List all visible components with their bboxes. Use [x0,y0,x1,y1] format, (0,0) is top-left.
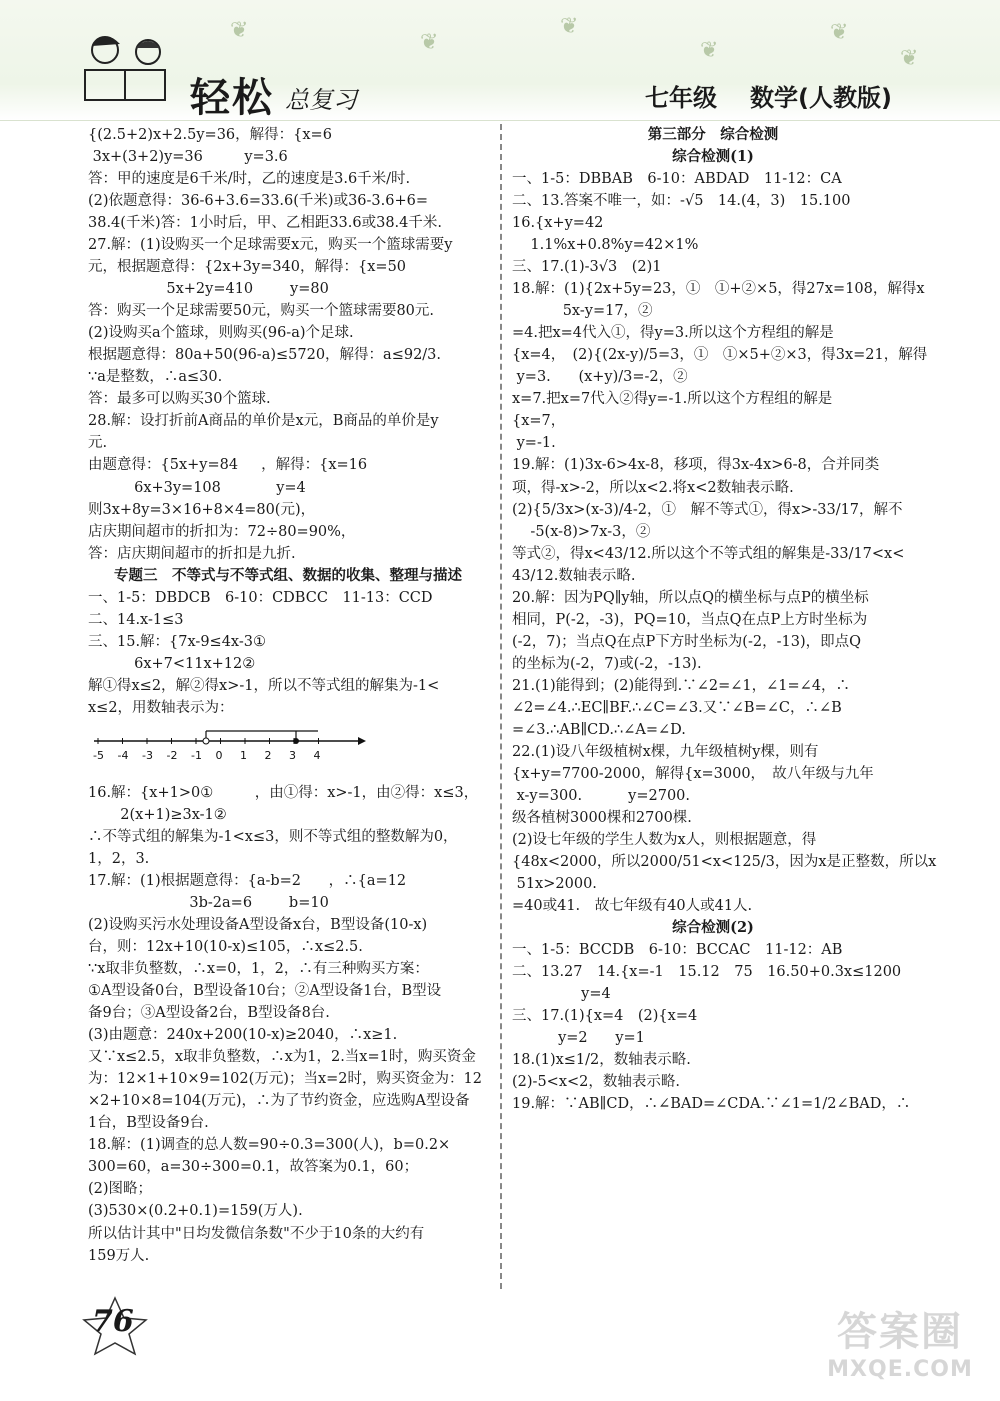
axis-tick-label: 2 [264,748,272,762]
text-line: 22.(1)设八年级植树x棵，九年级植树y棵，则有 [512,743,819,760]
subject-label: 数学(人教版) [750,84,892,112]
grade-label: 七年级 [645,84,717,112]
text-line: 51x>2000. [512,876,597,893]
text-line: 3b-2a=6 b=10 [88,895,329,912]
text-line: 元，根据题意得：{2x+3y=340，解得：{x=50 [88,259,407,276]
text-line: 27.解：(1)设购买一个足球需要x元，购买一个篮球需要y [88,237,453,254]
text-line: 由题意得：{5x+y=84 ，解得：{x=16 [88,457,368,474]
text-line: y=4 [512,986,611,1003]
left-column [88,124,488,1267]
text-line: =∠3.∴AB∥CD.∴∠A=∠D. [512,721,686,738]
text-line: (2)设购买污水处理设备A型设备x台，B型设备(10-x) [88,917,428,934]
text-line: {x=4， (2){(2x-y)/5=3，① ①×5+②×3，得3x=21，解得 [512,347,928,364]
leaf-icon: ❦ [900,46,919,71]
text-line: 元. [88,435,108,452]
text-line: 19.解：(1)3x-6>4x-8，移项，得3x-4x>6-8，合并同类 [512,457,880,474]
text-line: 1台，B型设备9台. [88,1115,209,1132]
text-line: 28.解：设打折前A商品的单价是x元，B商品的单价是y [88,413,439,430]
text-line: y=-1. [512,435,556,452]
text-line: 38.4(千米)答：1小时后，甲、乙相距33.6或38.4千米. [88,215,443,232]
text-line: 二、14.x-1≤3 [88,611,184,628]
axis-tick-label: -5 [93,748,104,762]
text-line: 18.解：(1)调查的总人数=90÷0.3=300(人)，b=0.2× [88,1137,451,1154]
brand-title: 轻松 [190,74,274,121]
text-line: 3x+(3+2)y=36 y=3.6 [88,149,288,166]
text-line: 一、1-5：DBDCB 6-10：CDBCC 11-13：CCD [88,589,433,606]
text-line: 43/12.数轴表示略. [512,567,636,584]
text-line: 所以估计其中"日均发微信条数"不少于10条的大约有 [88,1225,425,1242]
watermark [810,1300,990,1395]
text-line: 16.解：{x+1>0① ，由①得：x>-1，由②得：x≤3， [88,784,479,801]
text-line: 一、1-5：DBBAB 6-10：ABDAD 11-12：CA [512,171,842,188]
part-heading: 第三部分 综合检测 [647,126,779,143]
text-line: 解①得x≤2，解②得x>-1，所以不等式组的解集为-1< [88,677,440,694]
watermark-url: MXQE.COM [827,1357,973,1382]
text-line: (2)依题意得：36-6+3.6=33.6(千米)或36-3.6+6= [88,193,429,210]
text-line: 级各植树3000棵和2700棵. [512,809,692,826]
page-header [0,0,1000,121]
answer-block-4 [512,168,937,917]
text-line: y=3. (x+y)/3=-2，② [512,369,688,386]
text-line: 19.解：∵AB∥CD，∴∠BAD=∠CDA.∵∠1=1/2∠BAD，∴ [512,1096,911,1113]
axis-tick-label: 3 [289,748,296,762]
text-line: -5(x-8)>7x-3，② [512,523,651,540]
text-line: 答：购买一个足球需要50元，购买一个篮球需要80元. [88,303,435,320]
page-number: 76 [92,1304,134,1339]
text-line: 又∵x≤2.5，x取非负整数，∴x为1，2.当x=1时，购买资金 [88,1049,476,1066]
right-column [512,124,937,1115]
text-line: 6x+3y=108 y=4 [88,479,306,496]
text-line: 根据题意得：80a+50(96-a)≤5720，解得：a≤92/3. [88,347,442,364]
number-line-figure [88,723,368,767]
text-line: 18.(1)x≤1/2，数轴表示略. [512,1052,691,1069]
text-line: (3)530×(0.2+0.1)=159(万人). [88,1203,303,1220]
answer-block-3 [88,782,488,1267]
text-line: 21.(1)能得到；(2)能得到.∵∠2=∠1，∠1=∠4，∴ [512,677,851,694]
text-line: x≤2，用数轴表示为： [88,699,234,716]
text-line: 为：12×1+10×9=102(万元)；当x=2时，购买资金为：12 [88,1071,482,1088]
text-line: 1，2，3. [88,850,150,867]
text-line: 相同，P(-2，-3)，PQ=10，当点Q在点P上方时坐标为 [512,611,868,628]
text-line: =40或41. 故七年级有40人或41人. [512,898,753,915]
text-line: {x+y=7700-2000，解得{x=3000， 故八年级与九年 [512,765,874,782]
leaf-icon: ❦ [420,30,439,55]
text-line: 6x+7<11x+12② [88,655,256,672]
text-line: ∵a是整数，∴a≤30. [88,369,223,386]
axis-tick-label: -1 [191,748,202,762]
axis-tick-label: 4 [313,748,321,762]
text-line: ∵x取非负整数，∴x=0，1，2，∴有三种购买方案： [88,961,429,978]
answer-block-1 [88,124,488,565]
text-line: (2){5/3x>(x-3)/4-2，① 解不等式①，得x>-33/17，解不 [512,501,903,518]
watermark-logo: 答案圈 [837,1309,963,1355]
text-line: 则3x+8y=3×16+8×4=80(元)， [88,501,316,518]
leaf-icon: ❦ [830,20,849,45]
text-line: y=2 y=1 [512,1030,645,1047]
text-line: 答：最多可以购买30个篮球. [88,391,271,408]
text-line: 5x+2y=410 y=80 [88,281,329,298]
text-line: 三、17.(1)-3√3 (2)1 [512,259,662,276]
leaf-icon: ❦ [560,14,579,39]
text-line: {x=7， [512,413,566,430]
leaf-icon: ❦ [230,18,249,43]
axis-tick-label: -4 [117,748,129,762]
text-line: =4.把x=4代入①，得y=3.所以这个方程组的解是 [512,325,834,342]
text-line: 159万人. [88,1247,150,1264]
text-line: 1.1%x+0.8%y=42×1% [512,237,699,254]
brand-subtitle: 总复习 [285,86,357,114]
text-line: (2)设七年级的学生人数为x人，则根据题意，得 [512,832,817,848]
text-line: (2)图略； [88,1181,153,1198]
axis-tick-label: -2 [166,748,178,762]
text-line: 项，得-x>-2，所以x<2.将x<2数轴表示略. [512,479,794,496]
test1-heading: 综合检测(1) [672,148,754,166]
text-line: 台，则：12x+10(10-x)≤105，∴x≤2.5. [88,939,363,956]
axis-tick-label: -3 [142,748,153,762]
text-line: (2)-5<x<2，数轴表示略. [512,1074,680,1091]
text-line: 等式②，得x<43/12.所以这个不等式组的解集是-33/17<x< [512,545,905,562]
topic-heading: 专题三 不等式与不等式组、数据的收集、整理与描述 [114,566,462,584]
test2-heading: 综合检测(2) [672,919,754,937]
axis-tick-label: 0 [215,748,223,762]
text-line: 2(x+1)≥3x-1② [88,806,227,823]
axis-tick-label: 1 [240,748,247,762]
text-line: 三、17.(1){x=4 (2){x=4 [512,1008,698,1025]
text-line: 17.解：(1)根据题意得：{a-b=2 ，∴{a=12 [88,873,407,889]
leaf-icon: ❦ [700,38,719,63]
text-line: 20.解：因为PQ∥y轴，所以点Q的横坐标与点P的横坐标 [512,589,869,606]
text-line: 二、13.27 14.{x=-1 15.12 75 16.50+0.3x≤1200 [512,964,902,981]
text-line: (3)由题意：240x+200(10-x)≥2040，∴x≥1. [88,1027,398,1044]
answer-block-5 [512,939,914,1115]
text-line: ∠2=∠4.∴EC∥BF.∴∠C=∠3.又∵∠B=∠C，∴∠B [512,699,842,716]
text-line: 备9台；③A型设备2台，B型设备8台. [88,1005,330,1022]
text-line: 一、1-5：BCCDB 6-10：BCCAC 11-12：AB [512,942,843,959]
reading-kids-illustration [70,28,180,108]
text-line: 三、15.解：{7x-9≤4x-3① [88,633,266,650]
text-line: 16.{x+y=42 [512,215,604,232]
column-divider [500,124,502,1289]
text-line: (-2，7)；当点Q在点P下方时坐标为(-2，-13)，即点Q [512,633,861,650]
text-line: ∴不等式组的解集为-1<x≤3，则不等式组的整数解为0， [88,828,458,845]
text-line: {(2.5+2)x+2.5y=36，解得：{x=6 [88,127,332,143]
text-line: (2)设购买a个篮球，则购买(96-a)个足球. [88,325,354,342]
text-line: x=7.把x=7代入②得y=-1.所以这个方程组的解是 [512,391,833,408]
text-line: 二、13.答案不唯一，如：-√5 14.(4，3) 15.100 [512,193,851,210]
text-line: 答：店庆期间超市的折扣是九折. [88,545,296,562]
text-line: 的坐标为(-2，7)或(-2，-13). [512,655,702,672]
text-line: ×2+10×8=104(万元)，∴为了节约资金，应选购A型设备 [88,1093,470,1110]
text-line: 300=60，a=30÷300=0.1，故答案为0.1，60； [88,1159,419,1176]
answer-block-2 [88,587,488,719]
text-line: {48x<2000，所以2000/51<x<125/3，因为x是正整数，所以x [512,854,937,871]
text-line: 答：甲的速度是6千米/时，乙的速度是3.6千米/时. [88,171,411,188]
text-line: ①A型设备0台，B型设备10台；②A型设备1台，B型设 [88,983,442,1000]
text-line: x-y=300. y=2700. [512,787,691,804]
text-line: 5x-y=17，② [512,303,653,320]
text-line: 18.解：(1){2x+5y=23，① ①+②×5，得27x=108，解得x [512,281,925,298]
text-line: 店庆期间超市的折扣为：72÷80=90%， [88,523,356,540]
